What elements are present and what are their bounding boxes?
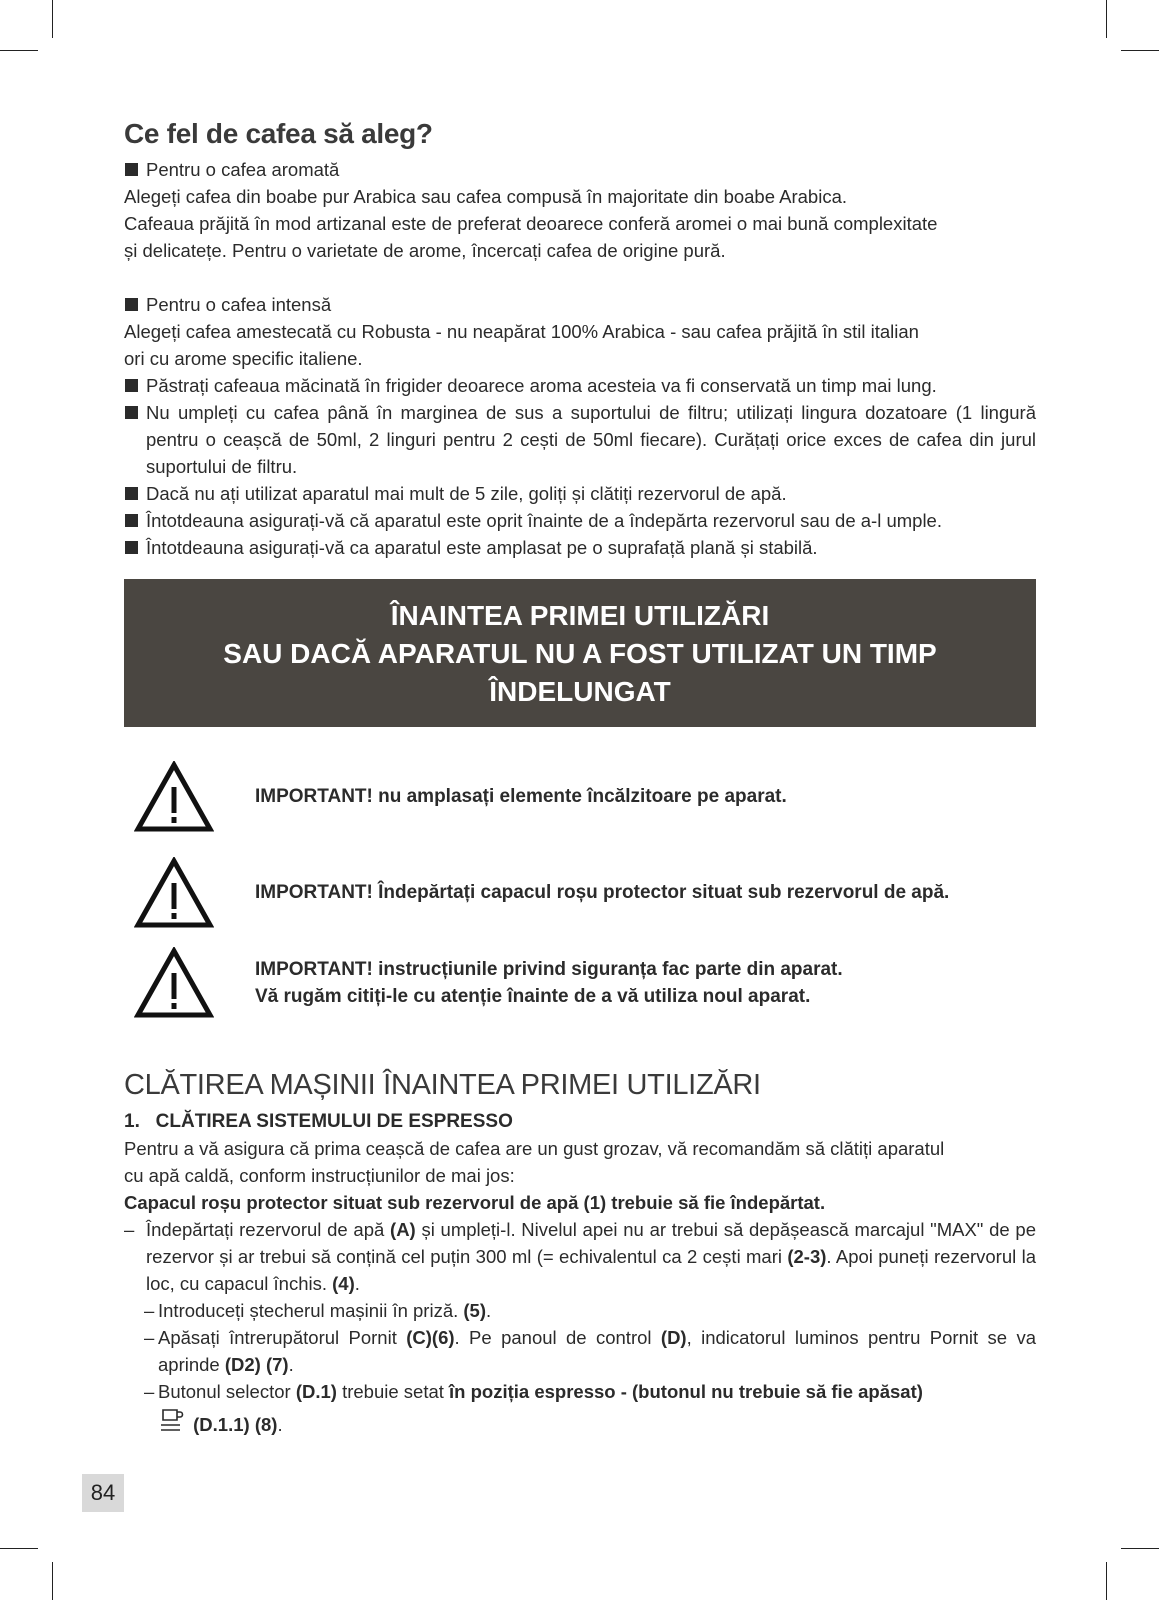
step-text: . xyxy=(486,1300,492,1321)
step-ref: (D.1) xyxy=(295,1381,337,1402)
crop-mark xyxy=(1106,0,1107,38)
step-text: . xyxy=(354,1273,360,1294)
intense-text-line: ori cu arome specific italiene. xyxy=(124,348,363,369)
step-text: Butonul selector xyxy=(158,1381,296,1402)
warning-item xyxy=(124,857,1036,937)
warning-text: IMPORTANT! instrucțiunile privind siguranța fac parte din aparat. xyxy=(255,959,843,980)
banner-line: SAU DACĂ APARATUL NU A FOST UTILIZAT UN TIMP xyxy=(223,638,937,669)
crop-mark xyxy=(0,1548,38,1549)
intro-text-line: Pentru a vă asigura că prima ceașcă de cafea are un gust grozav, vă recomandăm să clătiți aparatul xyxy=(124,1138,945,1159)
crop-mark xyxy=(52,1562,53,1600)
espresso-cup-icon xyxy=(158,1405,188,1435)
step-text: , indicatorul luminos pentru Pornit se va aprinde xyxy=(158,1327,1036,1375)
first-use-banner xyxy=(124,579,1036,727)
warning-item xyxy=(124,947,1036,1027)
step-text: trebuie setat xyxy=(336,1381,450,1402)
espresso-rinse-subtitle: 1. CLĂTIREA SISTEMULUI DE ESPRESSO xyxy=(124,1111,513,1132)
page-number: 84 xyxy=(82,1474,124,1512)
step-item xyxy=(124,1216,1036,1297)
rinsing-section-title: CLĂTIREA MAȘINII ÎNAINTEA PRIMEI UTILIZĂRI xyxy=(124,1069,761,1101)
crop-mark xyxy=(0,50,38,51)
tip-item: Dacă nu ați utilizat aparatul mai mult de 5 zile, goliți și clătiți rezervorul de apă. xyxy=(124,480,1036,507)
step-ref: (2-3) xyxy=(787,1246,827,1267)
step-ref: (D) xyxy=(660,1327,687,1348)
aromatic-text-line: și delicatețe. Pentru o varietate de arome, încercați cafea de origine pură. xyxy=(124,240,726,261)
warning-item xyxy=(124,761,1036,841)
crop-mark xyxy=(1121,1548,1159,1549)
intro-text-line: cu apă caldă, conform instrucțiunilor de mai jos: xyxy=(124,1165,515,1186)
step-text: . Pe panoul de control xyxy=(454,1327,661,1348)
step-ref: (D2) (7) xyxy=(224,1354,289,1375)
warning-triangle-icon xyxy=(134,947,214,1019)
step-item xyxy=(124,1324,1036,1378)
page-content xyxy=(124,118,1036,1438)
banner-line: ÎNDELUNGAT xyxy=(489,676,671,707)
coffee-choice-title: Ce fel de cafea să aleg? xyxy=(124,118,433,149)
intense-text-line: Alegeți cafea amestecată cu Robusta - nu neapărat 100% Arabica - sau cafea prăjită în stil italian xyxy=(124,321,919,342)
warning-text: Vă rugăm citiți-le cu atenție înainte de a vă utiliza noul aparat. xyxy=(255,986,811,1007)
step-ref: (A) xyxy=(390,1219,416,1240)
warning-triangle-icon xyxy=(134,857,214,929)
step-text: . xyxy=(288,1354,294,1375)
step-text: . Apoi puneți rezervorul la loc, cu capacul închis. xyxy=(146,1246,1036,1294)
step-item xyxy=(124,1297,1036,1324)
tip-item: Întotdeauna asigurați-vă că aparatul este oprit înainte de a îndepărta rezervorul sau de a-l umple. xyxy=(124,507,1036,534)
crop-mark xyxy=(1121,50,1159,51)
banner-line: ÎNAINTEA PRIMEI UTILIZĂRI xyxy=(390,600,770,631)
red-cap-note xyxy=(124,1189,1036,1216)
step-ref: în poziția espresso - (butonul nu trebuie să fie apăsat) xyxy=(449,1381,923,1402)
tip-item: Nu umpleți cu cafea până în marginea de sus a suportului de filtru; utilizați lingura dozatoare (1 lingură pentru o ceașcă de 50ml, 2 linguri pentru 2 cești de 50ml fiecare). Curățați orice exces de cafea din jurul suportului de filtru. xyxy=(124,399,1036,480)
aromatic-text-line: Cafeaua prăjită în mod artizanal este de preferat deoarece conferă aromei o mai bună complexitate xyxy=(124,213,938,234)
warning-text: IMPORTANT! Îndepărtați capacul roșu protector situat sub rezervorul de apă. xyxy=(255,882,950,903)
step-ref: (C)(6) xyxy=(406,1327,455,1348)
red-cap-note-text: Capacul roșu protector situat sub rezervorul de apă (1) trebuie să fie îndepărtat. xyxy=(124,1192,826,1213)
step-text: Apăsați întrerupătorul Pornit xyxy=(158,1327,407,1348)
tip-item: Păstrați cafeaua măcinată în frigider deoarece aroma acesteia va fi conservată un timp mai lung. xyxy=(124,372,1036,399)
aromatic-text-line: Alegeți cafea din boabe pur Arabica sau cafea compusă în majoritate din boabe Arabica. xyxy=(124,186,847,207)
step-ref: (4) xyxy=(332,1273,355,1294)
step-text: . xyxy=(277,1414,283,1435)
step-text: Introduceți ștecherul mașinii în priză. xyxy=(158,1300,464,1321)
tip-item: Întotdeauna asigurați-vă ca aparatul este amplasat pe o suprafață plană și stabilă. xyxy=(124,534,1036,561)
warning-triangle-icon xyxy=(134,761,214,833)
aromatic-coffee-label: Pentru o cafea aromată xyxy=(124,156,1036,183)
warning-text: IMPORTANT! nu amplasați elemente încălzitoare pe aparat. xyxy=(255,786,787,807)
crop-mark xyxy=(52,0,53,38)
step-item xyxy=(124,1378,1036,1438)
intense-coffee-label: Pentru o cafea intensă xyxy=(124,291,1036,318)
step-text: și umpleți-l. Nivelul apei nu ar trebui să depășească marcajul "MAX" de pe rezervor și ar trebui să conțină cel puțin 300 ml (= echivalentul ca 2 cești mari xyxy=(146,1219,1036,1267)
step-ref: (D.1.1) (8) xyxy=(188,1414,278,1435)
crop-mark xyxy=(1106,1562,1107,1600)
step-ref: (5) xyxy=(463,1300,487,1321)
step-text: Îndepărtați rezervorul de apă xyxy=(146,1219,391,1240)
